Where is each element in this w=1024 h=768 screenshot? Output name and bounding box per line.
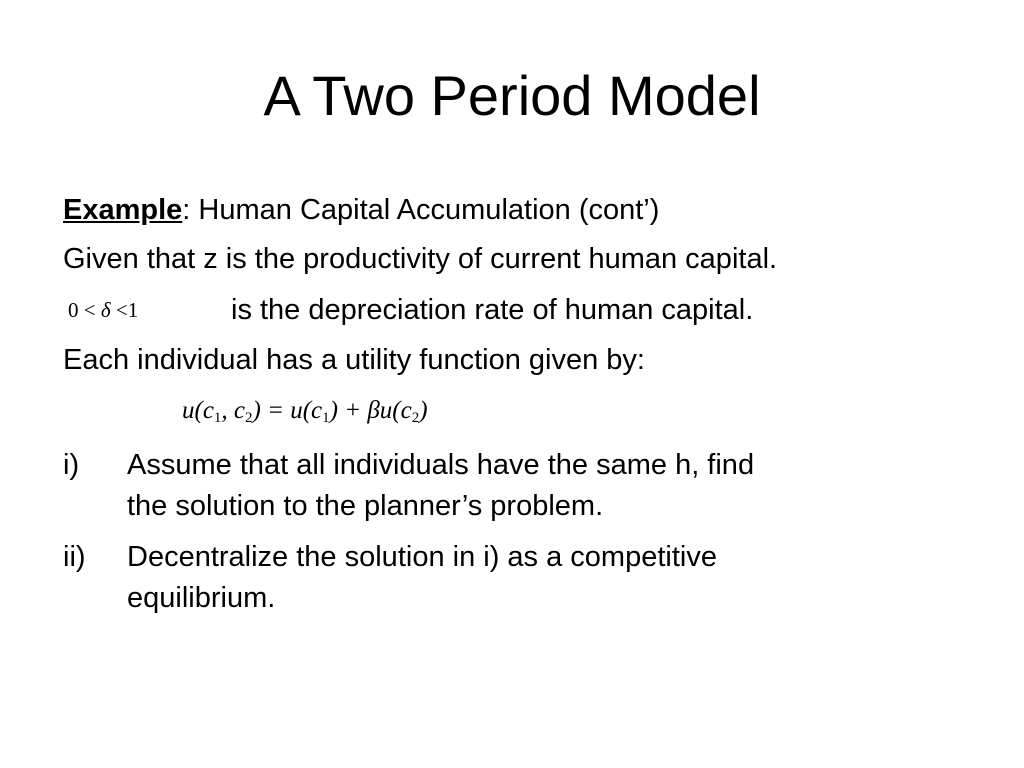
slide-title: A Two Period Model <box>263 64 761 127</box>
example-label: Example <box>63 194 183 226</box>
list-text-1 <box>127 445 927 527</box>
utility-lhs: u(c <box>182 397 214 424</box>
utility-sub-1: 1 <box>213 410 222 426</box>
list-marker-1: i) <box>63 449 80 481</box>
delta-condition-equation <box>68 296 138 324</box>
utility-plus-beta: ) + βu(c <box>329 397 412 424</box>
delta-less-than-2: < <box>115 298 128 322</box>
list-marker-2: ii) <box>63 541 86 573</box>
delta-less-than-1: < <box>83 298 96 322</box>
list-text-2-line-1: Decentralize the solution in i) as a competitive <box>127 541 717 573</box>
utility-intro-line: Each individual has a utility function given by: <box>63 344 645 376</box>
delta-symbol: δ <box>100 298 111 322</box>
list-text-1-line-1: Assume that all individuals have the same h, find <box>127 449 755 481</box>
list-text-2 <box>127 537 927 619</box>
utility-equation <box>182 396 428 426</box>
delta-one: 1 <box>127 298 139 322</box>
utility-comma: , c <box>221 397 246 424</box>
example-line <box>63 193 659 227</box>
list-text-1-line-2: the solution to the planner’s problem. <box>127 490 604 522</box>
example-description: : Human Capital Accumulation (cont’) <box>182 194 660 226</box>
productivity-line: Given that z is the productivity of current human capital. <box>63 243 778 275</box>
delta-zero: 0 <box>68 298 79 322</box>
utility-equals: ) = u(c <box>252 397 323 424</box>
list-text-2-line-2: equilibrium. <box>127 582 276 614</box>
depreciation-line: is the depreciation rate of human capital. <box>231 294 754 326</box>
utility-close: ) <box>419 397 428 424</box>
utility-sub-4: 2 <box>411 410 420 426</box>
utility-sub-2: 2 <box>245 410 253 426</box>
utility-sub-3: 1 <box>322 410 330 426</box>
